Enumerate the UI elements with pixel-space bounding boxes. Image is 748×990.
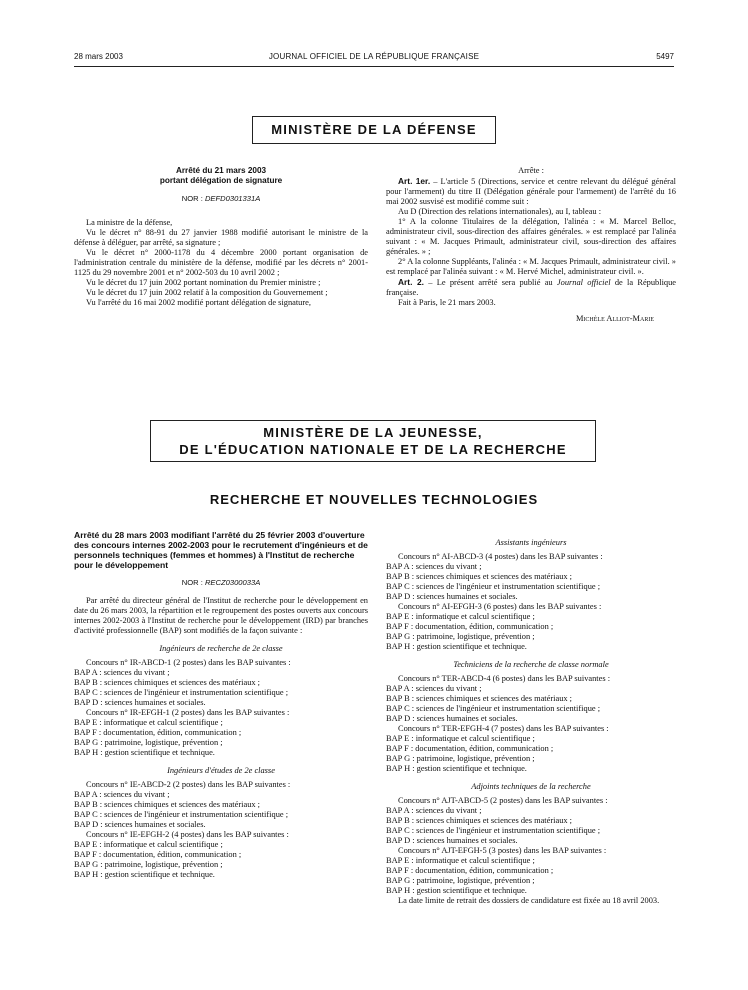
bap-line: BAP C : sciences de l'ingénieur et instrumentation scientifique ; bbox=[74, 810, 289, 819]
decree1-nor: NOR : DEFD0301331A bbox=[181, 194, 261, 203]
bap-line: BAP E : informatique et calcul scientifique ; bbox=[74, 840, 223, 849]
competition-group bbox=[386, 538, 676, 652]
group-heading: Ingénieurs de recherche de 2e classe bbox=[159, 644, 283, 653]
bap-line: BAP D : sciences humaines et sociales. bbox=[74, 820, 206, 829]
competition-line: Concours n° AJT-ABCD-5 (2 postes) dans les BAP suivantes : bbox=[398, 796, 608, 805]
bap-line: BAP F : documentation, édition, communication ; bbox=[386, 744, 554, 753]
decree1-para: Vu l'arrêté du 16 mai 2002 modifié portant délégation de signature, bbox=[86, 298, 311, 307]
competition-line: Concours n° IE-EFGH-2 (4 postes) dans les BAP suivantes : bbox=[86, 830, 289, 839]
decree2-nor-code: RECZ0300033A bbox=[204, 578, 261, 587]
bap-line: BAP F : documentation, édition, communication ; bbox=[74, 850, 242, 859]
competition-line: Concours n° IR-EFGH-1 (2 postes) dans les BAP suivantes : bbox=[86, 708, 290, 717]
bap-line: BAP B : sciences chimiques et sciences des matériaux ; bbox=[386, 572, 572, 581]
bap-line: BAP F : documentation, édition, communication ; bbox=[386, 866, 554, 875]
bap-line: BAP B : sciences chimiques et sciences des matériaux ; bbox=[74, 800, 260, 809]
competition-line: Concours n° IE-ABCD-2 (2 postes) dans les BAP suivantes : bbox=[86, 780, 291, 789]
decree1-para: La ministre de la défense, bbox=[86, 218, 173, 227]
bap-line: BAP H : gestion scientifique et technique. bbox=[74, 748, 215, 757]
decree1-para: Vu le décret du 17 juin 2002 relatif à la composition du Gouvernement ; bbox=[86, 288, 328, 297]
bap-line: BAP C : sciences de l'ingénieur et instrumentation scientifique ; bbox=[386, 582, 601, 591]
bap-line: BAP G : patrimoine, logistique, prévention ; bbox=[386, 632, 535, 641]
competition-group bbox=[386, 660, 676, 774]
decree2-column-right bbox=[386, 530, 676, 906]
decree1-para: Vu le décret du 17 juin 2002 portant nomination du Premier ministre ; bbox=[86, 278, 321, 287]
bap-line: BAP G : patrimoine, logistique, prévention ; bbox=[74, 738, 223, 747]
competition-line: Concours n° AI-EFGH-3 (6 postes) dans les BAP suivantes : bbox=[398, 602, 602, 611]
bap-line: BAP E : informatique et calcul scientifique ; bbox=[386, 856, 535, 865]
bap-line: BAP A : sciences du vivant ; bbox=[74, 790, 170, 799]
decree2-title: Arrêté du 28 mars 2003 modifiant l'arrêté du 25 février 2003 d'ouverture des concours internes 2002-2003 pour le recrutement d'ingénieurs et de personnels techniques (femmes et hommes) à l'Institut de recherche pour le développement bbox=[74, 530, 368, 570]
bap-line: BAP G : patrimoine, logistique, prévention ; bbox=[74, 860, 223, 869]
bap-line: BAP H : gestion scientifique et technique. bbox=[386, 764, 527, 773]
bap-line: BAP C : sciences de l'ingénieur et instrumentation scientifique ; bbox=[74, 688, 289, 697]
decree1-para: Vu le décret n° 88-91 du 27 janvier 1988 modifié autorisant le ministre de la défense à déléguer, par arrêté, sa signature ; bbox=[74, 228, 368, 247]
group-heading: Adjoints techniques de la recherche bbox=[471, 782, 591, 791]
decree1-arrete: Arrête : bbox=[518, 166, 544, 175]
bap-line: BAP E : informatique et calcul scientifique ; bbox=[74, 718, 223, 727]
competition-line: Concours n° AI-ABCD-3 (4 postes) dans les BAP suivantes : bbox=[398, 552, 603, 561]
decree1-nor-code: DEFD0301331A bbox=[204, 194, 261, 203]
bap-line: BAP A : sciences du vivant ; bbox=[74, 668, 170, 677]
bap-line: BAP B : sciences chimiques et sciences des matériaux ; bbox=[386, 816, 572, 825]
bap-line: BAP H : gestion scientifique et technique. bbox=[386, 642, 527, 651]
bap-line: BAP G : patrimoine, logistique, prévention ; bbox=[386, 754, 535, 763]
bap-line: BAP B : sciences chimiques et sciences des matériaux ; bbox=[74, 678, 260, 687]
header-date: 28 mars 2003 bbox=[74, 52, 123, 61]
competition-line: Concours n° IR-ABCD-1 (2 postes) dans les BAP suivantes : bbox=[86, 658, 291, 667]
bap-line: BAP F : documentation, édition, communication ; bbox=[386, 622, 554, 631]
bap-line: BAP D : sciences humaines et sociales. bbox=[386, 592, 518, 601]
decree1-article1-para: 2° A la colonne Suppléants, l'alinéa : « M. Jacques Primault, administrateur civil. » est remplacé par l'alinéa suivant : « M. Hervé Michel, administrateur civil. ». bbox=[386, 257, 676, 276]
ministry-defense-heading: MINISTÈRE DE LA DÉFENSE bbox=[252, 116, 496, 144]
bap-line: BAP D : sciences humaines et sociales. bbox=[386, 836, 518, 845]
decree2-nor: NOR : RECZ0300033A bbox=[181, 578, 261, 587]
bap-line: BAP E : informatique et calcul scientifique ; bbox=[386, 734, 535, 743]
bap-line: BAP G : patrimoine, logistique, prévention ; bbox=[386, 876, 535, 885]
decree1-title: Arrêté du 21 mars 2003 portant délégation de signature bbox=[159, 166, 283, 185]
decree1-column-right bbox=[386, 166, 676, 324]
bap-line: BAP C : sciences de l'ingénieur et instrumentation scientifique ; bbox=[386, 704, 601, 713]
decree1-article1-para: Au D (Direction des relations internationales), au I, tableau : bbox=[398, 207, 602, 216]
header-journal-title: JOURNAL OFFICIEL DE LA RÉPUBLIQUE FRANÇAISE bbox=[268, 52, 480, 61]
competition-line: Concours n° AJT-EFGH-5 (3 postes) dans les BAP suivantes : bbox=[398, 846, 607, 855]
decree1-article1-para: 1° A la colonne Titulaires de la délégation, l'alinéa : « M. Marcel Belloc, administrateur civil, sous-direction des affaires générales. » est remplacé par l'alinéa suivant : « M. Jacques Primault, administrateur civil, sous-direction des affaires générales. » ; bbox=[386, 217, 676, 256]
bap-line: BAP B : sciences chimiques et sciences des matériaux ; bbox=[386, 694, 572, 703]
header-page-number: 5497 bbox=[656, 52, 674, 61]
group-heading: Techniciens de la recherche de classe normale bbox=[453, 660, 609, 669]
bap-line: BAP H : gestion scientifique et technique. bbox=[386, 886, 527, 895]
bap-line: BAP D : sciences humaines et sociales. bbox=[74, 698, 206, 707]
bap-line: BAP C : sciences de l'ingénieur et instrumentation scientifique ; bbox=[386, 826, 601, 835]
page-header bbox=[74, 52, 674, 67]
competition-group bbox=[74, 644, 368, 758]
bap-line: BAP A : sciences du vivant ; bbox=[386, 806, 482, 815]
bap-line: BAP F : documentation, édition, communication ; bbox=[74, 728, 242, 737]
decree1-article2: Art. 2. – Le présent arrêté sera publié au Journal officiel de la République française. bbox=[386, 277, 676, 297]
decree2-column-left bbox=[74, 530, 368, 880]
bap-line: BAP H : gestion scientifique et technique. bbox=[74, 870, 215, 879]
competition-group bbox=[386, 782, 676, 896]
bap-line: BAP D : sciences humaines et sociales. bbox=[386, 714, 518, 723]
bap-line: BAP E : informatique et calcul scientifique ; bbox=[386, 612, 535, 621]
bap-line: BAP A : sciences du vivant ; bbox=[386, 562, 482, 571]
group-heading: Ingénieurs d'études de 2e classe bbox=[167, 766, 275, 775]
decree2-closing: La date limite de retrait des dossiers de candidature est fixée au 18 avril 2003. bbox=[398, 896, 660, 905]
decree1-para: Vu le décret n° 2000-1178 du 4 décembre 2000 portant organisation de l'administration centrale du ministère de la défense, modifié par les décrets n° 2001-1125 du 29 novembre 2001 et n° 2002-503 du 10 avril 2002 ; bbox=[74, 248, 368, 277]
decree2-intro: Par arrêté du directeur général de l'Institut de recherche pour le développement en date du 26 mars 2003, la répartition et le regroupement des postes ouverts aux concours internes 2002-2003 à l'Institut de recherche pour le développement (IRD) par branches d'activité professionnelle (BAP) sont modifiés de la façon suivante : bbox=[74, 596, 368, 635]
competition-group bbox=[74, 766, 368, 880]
group-heading: Assistants ingénieurs bbox=[495, 538, 567, 547]
decree1-article1: Art. 1er. – L'article 5 (Directions, service et centre relevant du délégué général pour l'armement) du titre II (Délégation générale pour l'armement) de l'arrêté du 16 mai 2002 susvisé est modifié comme suit : bbox=[386, 176, 676, 206]
decree1-done-at: Fait à Paris, le 21 mars 2003. bbox=[398, 298, 496, 307]
section-heading: RECHERCHE ET NOUVELLES TECHNOLOGIES bbox=[209, 492, 539, 507]
competition-line: Concours n° TER-EFGH-4 (7 postes) dans les BAP suivantes : bbox=[398, 724, 609, 733]
decree1-column-left bbox=[74, 166, 368, 308]
bap-line: BAP A : sciences du vivant ; bbox=[386, 684, 482, 693]
competition-line: Concours n° TER-ABCD-4 (6 postes) dans les BAP suivantes : bbox=[398, 674, 611, 683]
decree1-signature: Michèle Alliot-Marie bbox=[575, 314, 654, 323]
ministry-education-heading: MINISTÈRE DE LA JEUNESSE, DE L'ÉDUCATION NATIONALE ET DE LA RECHERCHE bbox=[150, 420, 596, 462]
